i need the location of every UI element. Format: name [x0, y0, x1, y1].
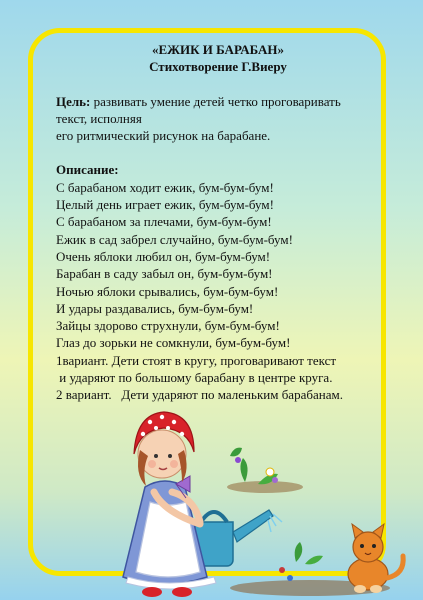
description-line: Глаз до зорьки не сомкнули, бум-бум-бум!	[56, 335, 291, 351]
goal-text-1: развивать умение детей четко проговаривать	[90, 93, 341, 109]
variant-1-line-2: и ударяют по большому барабану в центре круга.	[56, 370, 333, 386]
goal-line-1	[56, 93, 386, 110]
goal-text-2: текст, исполняя	[56, 110, 142, 126]
goal-label: Цель:	[56, 93, 91, 109]
document-text	[56, 41, 386, 404]
variant-1-line-1: 1вариант. Дети стоят в кругу, проговаривают текст	[56, 352, 337, 368]
description-line: Зайцы здорово струхнули, бум-бум-бум!	[56, 318, 280, 334]
description-line: С барабаном ходит ежик, бум-бум-бум!	[56, 179, 274, 195]
description-line: Очень яблоки любил он, бум-бум-бум!	[56, 248, 271, 264]
girl-figure	[123, 412, 216, 597]
watering-can-icon	[195, 510, 282, 566]
document-subtitle: Стихотворение Г.Виеру	[149, 59, 287, 75]
sprout-icon	[230, 448, 278, 485]
description-line: С барабаном за плечами, бум-бум-бум!	[56, 214, 272, 230]
description-line: И удары раздавались, бум-бум-бум!	[56, 300, 254, 316]
description-label: Описание:	[56, 162, 119, 178]
description-line: Ночью яблоки срывались, бум-бум-бум!	[56, 283, 279, 299]
description-line: Барабан в саду забыл он, бум-бум-бум!	[56, 266, 273, 282]
document-title: «ЕЖИК И БАРАБАН»	[151, 42, 285, 57]
variant-2-line: 2 вариант. Дети ударяют по маленьким барабанам.	[56, 387, 343, 403]
description-line: Целый день играет ежик, бум-бум-бум!	[56, 197, 274, 213]
description-line: Ежик в сад забрел случайно, бум-бум-бум!	[56, 231, 293, 247]
goal-text-3: его ритмический рисунок на барабане.	[56, 128, 271, 144]
girl-gardening-illustration	[110, 392, 410, 600]
kitten-icon	[348, 524, 403, 593]
sprout-icon	[279, 542, 323, 581]
